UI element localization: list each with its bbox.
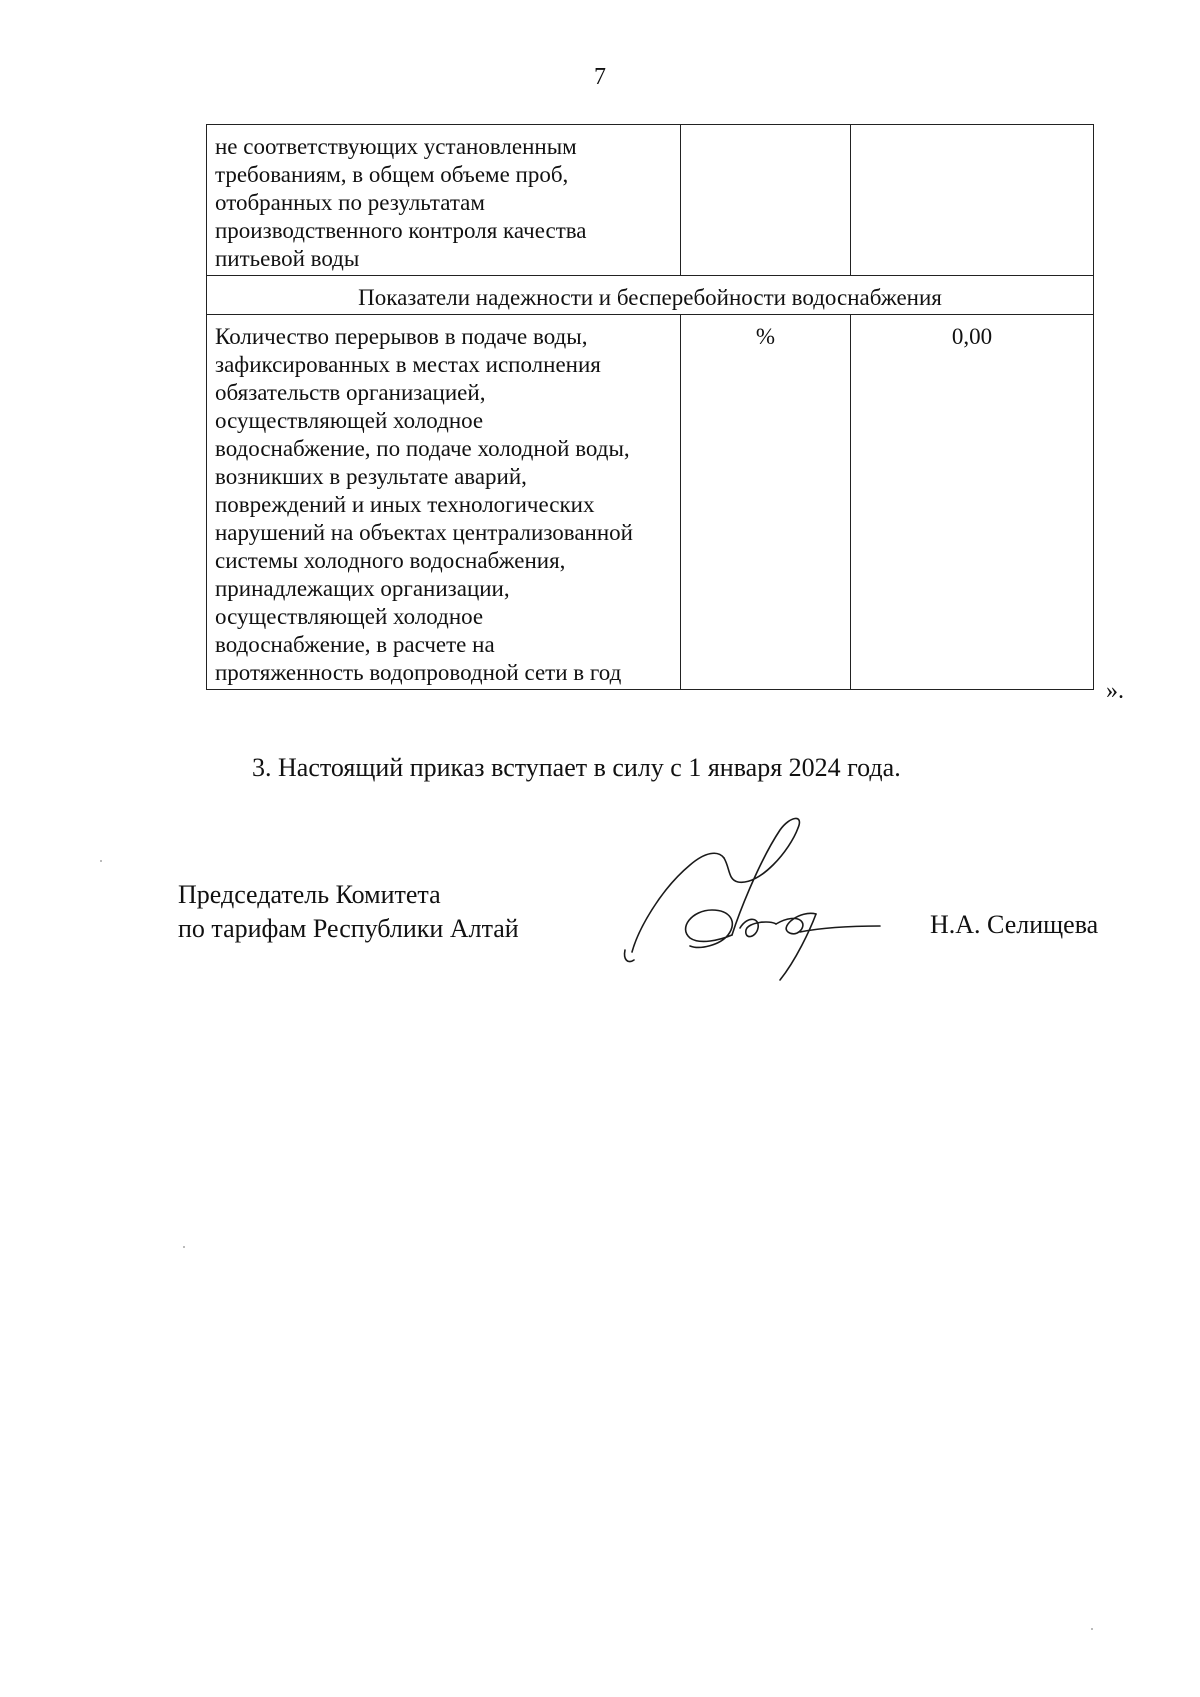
cell-line: не соответствующих установленным: [215, 134, 577, 159]
cell-line: повреждений и иных технологических: [215, 492, 595, 517]
cell-line: осуществляющей холодное: [215, 604, 484, 629]
section-title: Показатели надежности и бесперебойности водоснабжения: [207, 276, 1094, 315]
cell-line: отобранных по результатам: [215, 190, 485, 215]
value-cell: [851, 125, 1094, 276]
page-number: 7: [594, 64, 606, 90]
section-row: [207, 276, 1094, 315]
clause-text: 3. Настоящий приказ вступает в силу с 1 января 2024 года.: [252, 753, 901, 782]
cell-line: осуществляющей холодное: [215, 408, 484, 433]
scan-speck: [1091, 1628, 1093, 1630]
cell-line: водоснабжение, в расчете на: [215, 632, 495, 657]
cell-line: протяженность водопроводной сети в год: [215, 660, 622, 685]
cell-line: обязательств организацией,: [215, 380, 486, 405]
closing-quote: ».: [1106, 678, 1124, 704]
cell-line: нарушений на объектах централизованной: [215, 520, 633, 545]
handwritten-signature: [620, 810, 920, 990]
cell-line: системы холодного водоснабжения,: [215, 548, 566, 573]
cell-line: Количество перерывов в подаче воды,: [215, 324, 588, 349]
cell-line: питьевой воды: [215, 246, 360, 271]
signer-title-line: по тарифам Республики Алтай: [178, 914, 519, 943]
cell-line: водоснабжение, по подаче холодной воды,: [215, 436, 630, 461]
indicators-table: [206, 124, 1094, 690]
indicator-name-cell: [207, 315, 681, 690]
unit-cell: %: [681, 315, 851, 690]
scan-speck: [100, 860, 102, 862]
cell-line: требованиям, в общем объеме проб,: [215, 162, 569, 187]
cell-line: зафиксированных в местах исполнения: [215, 352, 601, 377]
signer-title: [178, 878, 519, 946]
value-cell: 0,00: [851, 315, 1094, 690]
signer-name: Н.А. Селищева: [930, 910, 1099, 939]
scan-speck: [183, 1246, 185, 1248]
cell-line: принадлежащих организации,: [215, 576, 510, 601]
signer-title-line: Председатель Комитета: [178, 880, 441, 909]
table-row: [207, 315, 1094, 690]
indicator-name-cell: [207, 125, 681, 276]
unit-cell: [681, 125, 851, 276]
cell-line: производственного контроля качества: [215, 218, 587, 243]
cell-line: возникших в результате аварий,: [215, 464, 527, 489]
table-row: [207, 125, 1094, 276]
